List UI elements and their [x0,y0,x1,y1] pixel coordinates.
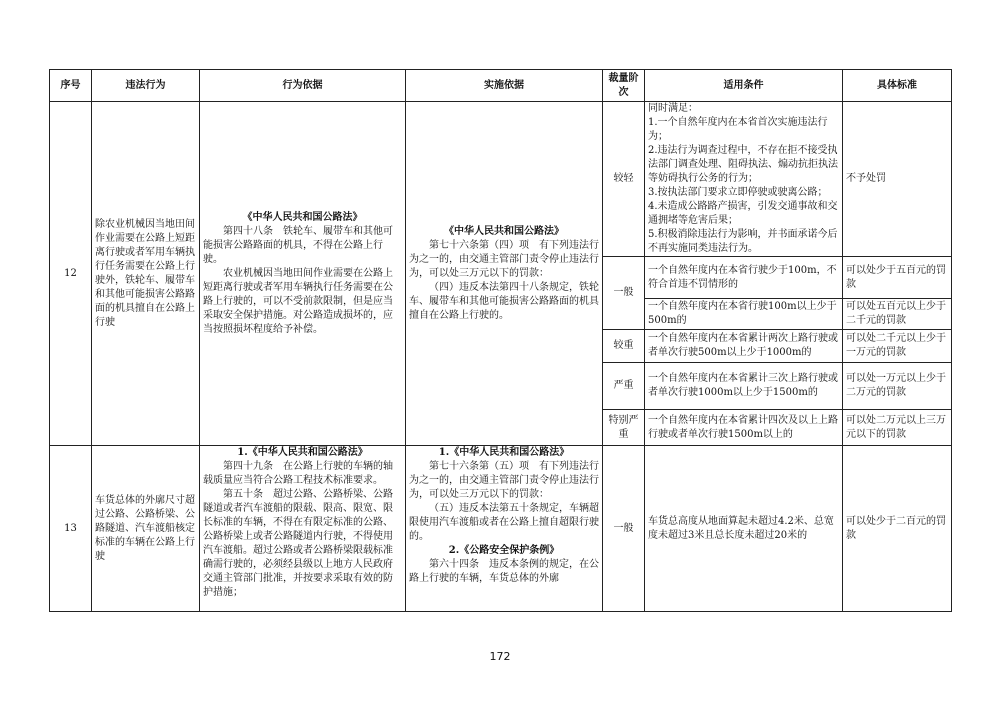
row12-cond-3: 一个自然年度内在本省累计两次上路行驶或者单次行驶500m以上少于1000m的 [645,330,843,363]
row13-no: 13 [50,446,92,612]
row12-impl-p2: （四）违反本法第四十八条规定，铁轮车、履带车和其他可能损害公路路面的机具擅自在公路上行驶的。 [409,281,599,321]
row12-basis-p2: 农业机械因当地田间作业需要在公路上短距离行驶或者军用车辆执行任务需要在公路上行驶的，可以不受前款限制，但是应当采取安全保护措施。对公路造成损坏的，应当按照损坏程度给予补偿。 [203,267,393,335]
row13-impl-law2: 2.《公路安全保护条例》 [448,545,560,556]
row12-cond-1 [645,102,843,257]
table-row-12 [50,102,952,257]
row13-impl-law: 1.《中华人民共和国公路法》 [438,447,570,458]
row12-level-2: 一般 [603,257,645,330]
cond-item-3: 3.按执法部门要求立即停驶或驶离公路； [648,187,828,198]
row13-cond: 车货总高度从地面算起未超过4.2米、总宽度未超过3米且总长度未超过20米的 [645,446,843,612]
row12-cond-4: 一个自然年度内在本省累计三次上路行驶或者单次行驶1000m以上少于1500m的 [645,363,843,410]
row12-std-4: 可以处一万元以上少于二万元的罚款 [843,363,952,410]
row13-basis [200,446,406,612]
row12-cond-5: 一个自然年度内在本省累计四次及以上上路行驶或者单次行驶1500m以上的 [645,410,843,446]
header-basis: 行为依据 [200,70,406,102]
cond-item-2: 2.违法行为调查过程中，不存在拒不接受执法部门调查处理、阻碍执法、煽动抗拒执法等妨碍执行公务的行为； [648,145,838,184]
row13-impl [406,446,603,612]
row12-level-1: 较轻 [603,102,645,257]
table-row-13 [50,446,952,612]
header-cond: 适用条件 [645,70,843,102]
cond-item-4: 4.未造成公路路产损害，引发交通事故和交通拥堵等危害后果； [648,201,838,226]
header-impl: 实施依据 [406,70,603,102]
row12-cond-2a: 一个自然年度内在本省行驶少于100m，不符合首违不罚情形的 [645,257,843,299]
row12-impl [406,102,603,446]
row12-std-2b: 可以处五百元以上少于二千元的罚款 [843,299,952,330]
row12-level-3: 较重 [603,330,645,363]
row12-std-5: 可以处二万元以上三万元以下的罚款 [843,410,952,446]
row12-no: 12 [50,102,92,446]
header-act: 违法行为 [92,70,200,102]
page-number: 172 [489,650,511,663]
row12-level-5: 特别严重 [603,410,645,446]
row12-std-2a: 可以处少于五百元的罚款 [843,257,952,299]
header-std: 具体标准 [843,70,952,102]
cond-intro: 同时满足： [648,103,698,114]
row12-basis [200,102,406,446]
row12-level-4: 严重 [603,363,645,410]
row13-impl-p2: （五）违反本法第五十条规定，车辆超限使用汽车渡船或者在公路上擅自超限行驶的。 [409,503,599,542]
row13-basis-p1: 第四十九条 在公路上行驶的车辆的轴载质量应当符合公路工程技术标准要求。 [203,461,393,486]
row13-level: 一般 [603,446,645,612]
header-no: 序号 [50,70,92,102]
row13-basis-law: 1.《中华人民共和国公路法》 [237,447,368,458]
row13-act: 车货总体的外廓尺寸超过公路、公路桥梁、公路隧道、汽车渡船核定标准的车辆在公路上行驶 [92,446,200,612]
row12-basis-p1: 第四十八条 铁轮车、履带车和其他可能损害公路路面的机具，不得在公路上行驶。 [203,225,393,265]
table-header-row [50,70,952,102]
cond-item-1: 1.一个自然年度内在本省首次实施违法行为； [648,117,828,142]
row13-basis-p2: 第五十条 超过公路、公路桥梁、公路隧道或者汽车渡船的限载、限高、限宽、限长标准的车辆，不得在有限定标准的公路、公路桥梁上或者公路隧道内行驶，不得使用汽车渡船。超过公路或者公路桥梁限载标准确需行驶的，必须经县级以上地方人民政府交通主管部门批准，并按要求采取有效的防护措施； [203,489,393,598]
header-level: 裁量阶次 [603,70,645,102]
row13-impl-p3: 第六十四条 违反本条例的规定，在公路上行驶的车辆，车货总体的外廓 [409,559,599,584]
penalty-discretion-table [49,69,952,612]
row12-act: 除农业机械因当地田间作业需要在公路上短距离行驶或者军用车辆执行任务需要在公路上行驶外，铁轮车、履带车和其他可能损害公路路面的机具擅自在公路上行驶 [92,102,200,446]
row13-impl-p1: 第七十六条第（五）项 有下列违法行为之一的，由交通主管部门责令停止违法行为，可以处三万元以下的罚款： [409,461,599,500]
row12-impl-p1: 第七十六条第（四）项 有下列违法行为之一的，由交通主管部门责令停止违法行为，可以处三万元以下的罚款： [409,239,599,279]
row12-basis-law: 《中华人民共和国公路法》 [242,211,363,223]
row12-std-1: 不予处罚 [843,102,952,257]
cond-item-5: 5.积极消除违法行为影响，并书面承诺今后不再实施同类违法行为。 [648,229,838,254]
row12-std-3: 可以处二千元以上少于一万元的罚款 [843,330,952,363]
row13-std: 可以处少于二百元的罚款 [843,446,952,612]
row12-cond-2b: 一个自然年度内在本省行驶100m以上少于500m的 [645,299,843,330]
row12-impl-law: 《中华人民共和国公路法》 [444,225,564,237]
